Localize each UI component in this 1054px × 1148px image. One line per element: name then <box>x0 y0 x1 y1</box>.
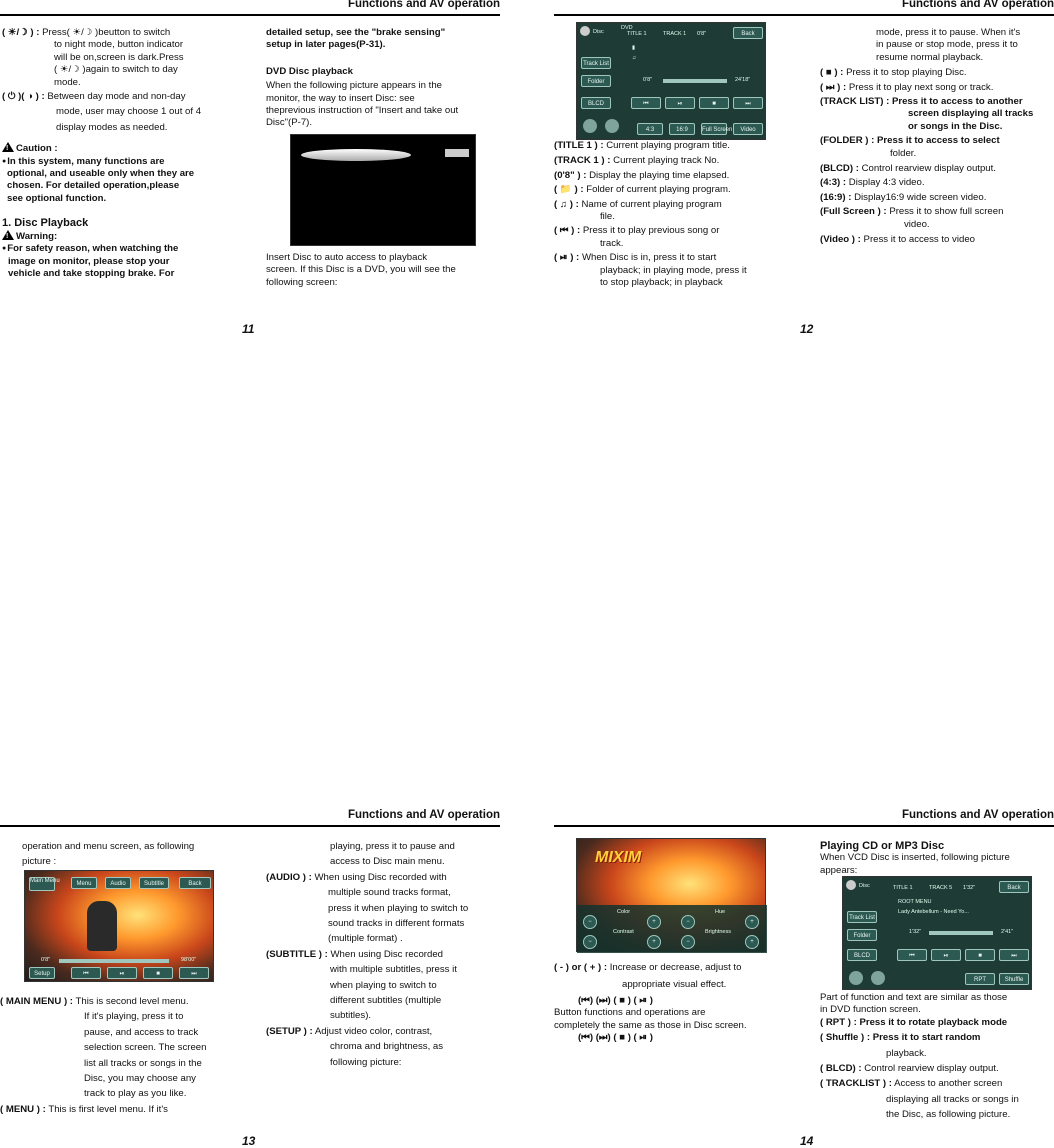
brightness-minus-button[interactable]: − <box>681 935 695 949</box>
page-number-13: 13 <box>242 1134 256 1148</box>
stop-button[interactable]: ■ <box>699 97 729 109</box>
play-pause-button[interactable]: ⏯ <box>931 949 961 961</box>
main-menu-button[interactable]: Main Menu <box>29 877 55 891</box>
next-button[interactable]: ⏭ <box>179 967 209 979</box>
page-11-header <box>0 0 500 16</box>
contrast-minus-button[interactable]: − <box>583 935 597 949</box>
movie-logo: MIXIM <box>595 849 642 866</box>
back-button[interactable]: Back <box>733 27 763 39</box>
adjust-panel <box>577 905 767 953</box>
page-number-14: 14 <box>800 1134 814 1148</box>
next-button[interactable]: ⏭ <box>733 97 763 109</box>
progress-bar[interactable] <box>59 959 169 963</box>
page-11-col2: detailed setup, see the "brake sensing" setup in later pages(P-31). DVD Disc playback When the following picture appears in the monitor, the way to insert Disc: see theprevious instruction of "Insert and take out Disc"(P-7). <box>266 27 459 129</box>
prev-button[interactable]: ⏮ <box>897 949 927 961</box>
rpt-button[interactable]: RPT <box>965 973 995 985</box>
caution-icon <box>2 142 14 152</box>
eject-button[interactable] <box>445 149 469 157</box>
video-adjust-screen: MIXIM Color Hue Contrast Brightness − + − + − + − + <box>576 838 766 952</box>
contrast-plus-button[interactable]: + <box>647 935 661 949</box>
page-13-col2: playing, press it to pause and access to Disc main menu. (AUDIO ) : When using Disc recorded with multiple sound tracks format, press it when playing to switch to sound tracks in different formats (multiple format) . (SUBTITLE ) : When using Disc recorded with multiple subtitles, press it when playing to switch to different subtitles (multiple subtitles). (SETUP ) : Adjust video color, contrast, chroma and brightness, as following picture: <box>266 841 469 1068</box>
disc-slot-icon <box>301 149 411 161</box>
page-13-col1: ( MAIN MENU ) : This is second level menu. If it's playing, press it to pause, and access to track selection screen. The screen list all tracks or songs in the Disc, you may choose any track to play as you like. ( MENU ) : This is first level menu. If it's <box>0 996 207 1115</box>
folder-button[interactable]: Folder <box>847 929 877 941</box>
rpt-icon[interactable] <box>583 119 597 133</box>
page-14-header: Functions and AV operation <box>554 811 1054 827</box>
page-number-11: 11 <box>242 322 255 336</box>
blcd-button[interactable]: BLCD <box>581 97 611 109</box>
dvd-playback-screen: Disc DVD TITLE 1 TRACK 1 0'8" Back ▮ ♫ Track List Folder BLCD 0'8" 24'18" ⏮ ⏯ ■ ⏭ 4:3 16:9 Full Screen Video <box>576 22 766 140</box>
full-screen-button[interactable]: Full Screen <box>701 123 727 135</box>
dvd-menu-screen: Main Menu Menu Audio Subtitle Back 0'8" 98'00" Setup ⏮ ⏯ ■ ⏭ <box>24 870 214 982</box>
prev-button[interactable]: ⏮ <box>71 967 101 979</box>
rpt-icon[interactable] <box>849 971 863 985</box>
page-11-insert-text: Insert Disc to auto access to playback screen. If this Disc is a DVD, you will see the following screen: <box>266 252 456 288</box>
play-pause-button[interactable]: ⏯ <box>665 97 695 109</box>
folder-icon: ▮ <box>632 45 636 51</box>
prev-button[interactable]: ⏮ <box>631 97 661 109</box>
video-button[interactable]: Video <box>733 123 763 135</box>
track-list-button[interactable]: Track List <box>581 57 611 69</box>
color-plus-button[interactable]: + <box>647 915 661 929</box>
page-number-12: 12 <box>800 322 814 336</box>
setup-button[interactable]: Setup <box>29 967 55 979</box>
back-button[interactable]: Back <box>179 877 211 889</box>
page-13-header: Functions and AV operation <box>0 811 500 827</box>
shuffle-icon[interactable] <box>605 119 619 133</box>
insert-disc-screen <box>290 134 476 246</box>
header-title: Functions and AV operation <box>347 0 500 10</box>
stop-button[interactable]: ■ <box>965 949 995 961</box>
aspect-16-9-button[interactable]: 16:9 <box>669 123 695 135</box>
actor-figure <box>87 901 117 951</box>
page-13-intro: operation and menu screen, as following picture : <box>22 841 195 868</box>
page-12-col2: mode, press it to pause. When it's in pause or stop mode, press it to resume normal playback. ( ■ ) : Press it to stop playing Disc. ( ⏭ ) : Press it to play next song or track. (TRACK LIST) : Press it to access to another screen displaying all tracks or songs in the Disc. (FOLDER ) : Press it to access to select folder. (BLCD) : Control rearview display output. (4:3) : Display 4:3 video. (16:9) : Display16:9 wide screen video. (Full Screen ) : Press it to show full screen video. (Video ) : Press it to access to video <box>820 27 1034 246</box>
page-12-header: Functions and AV operation <box>554 0 1054 16</box>
menu-button[interactable]: Menu <box>71 877 97 889</box>
brightness-plus-button[interactable]: + <box>745 935 759 949</box>
color-minus-button[interactable]: − <box>583 915 597 929</box>
next-button[interactable]: ⏭ <box>999 949 1029 961</box>
page-14-col2-top: Playing CD or MP3 Disc When VCD Disc is inserted, following picture appears: <box>820 840 1010 876</box>
page-14-col2: Part of function and text are similar as those in DVD function screen. ( RPT ) : Press it to rotate playback mode ( Shuffle ) : Press it to start random playback. ( BLCD) : Control rearview display output. ( TRACKLIST ) : Access to another screen displaying all tracks or songs in the Disc, as following picture. <box>820 992 1019 1121</box>
disc-icon <box>846 880 856 890</box>
hue-minus-button[interactable]: − <box>681 915 695 929</box>
shuffle-icon[interactable] <box>871 971 885 985</box>
back-button[interactable]: Back <box>999 881 1029 893</box>
audio-button[interactable]: Audio <box>105 877 131 889</box>
progress-bar[interactable] <box>663 79 727 83</box>
note-icon: ♫ <box>632 55 637 61</box>
aspect-4-3-button[interactable]: 4:3 <box>637 123 663 135</box>
page-12-col1: (TITLE 1 ) : Current playing program title. (TRACK 1 ) : Current playing track No. (0'8" ) : Display the playing time elapsed. ( 📁 ) : Folder of current playing program. ( ♫ ) : Name of current playing program file. ( ⏮ ) : Press it to play previous song or track. ( ⏯ ) : When Disc is in, press it to start playback; in playing mode, press it to stop playback; in playback <box>554 140 747 289</box>
page-14-col1: ( - ) or ( + ) : Increase or decrease, adjust to appropriate visual effect. (⏮) (⏭) ( ■ ) ( ⏯ ) Button functions and operations are completely the same as those in Disc screen. (⏮) (⏭) ( ■ ) ( ⏯ ) <box>554 962 747 1044</box>
hue-plus-button[interactable]: + <box>745 915 759 929</box>
progress-bar[interactable] <box>929 931 993 935</box>
subtitle-button[interactable]: Subtitle <box>139 877 169 889</box>
folder-button[interactable]: Folder <box>581 75 611 87</box>
shuffle-button[interactable]: Shuffle <box>999 973 1029 985</box>
warning-icon <box>2 230 14 240</box>
section-heading: 1. Disc Playback <box>2 217 89 230</box>
play-pause-button[interactable]: ⏯ <box>107 967 137 979</box>
page-11-col1: ( ☀/☽ ) : Press( ☀/☽ )beutton to switch to night mode, button indicator will be on,screen is dark.Press ( ☀/☽ )again to switch to day mode. ( ⏻ )( ◑ ) : Between day mode and non-day mode, user may choose 1 out of 4 display modes as needed. !Caution : ● In this system, many functions are optional, and useable only when they are chosen. For detailed operation,please see optional function. 1. Disc Playback !Warning: ● For safety reason, when watching the image on monitor, please stop your vehicle and take stopping brake. For <box>2 27 252 280</box>
cd-playback-screen: Disc TITLE 1 TRACK 5 1'32" Back ROOT MENU Lady Antebellum - Need Yo... Track List Folder BLCD 1'32" 2'41" ⏮ ⏯ ■ ⏭ RPT Shuffle <box>842 876 1032 990</box>
stop-button[interactable]: ■ <box>143 967 173 979</box>
track-list-button[interactable]: Track List <box>847 911 877 923</box>
disc-icon <box>580 26 590 36</box>
blcd-button[interactable]: BLCD <box>847 949 877 961</box>
